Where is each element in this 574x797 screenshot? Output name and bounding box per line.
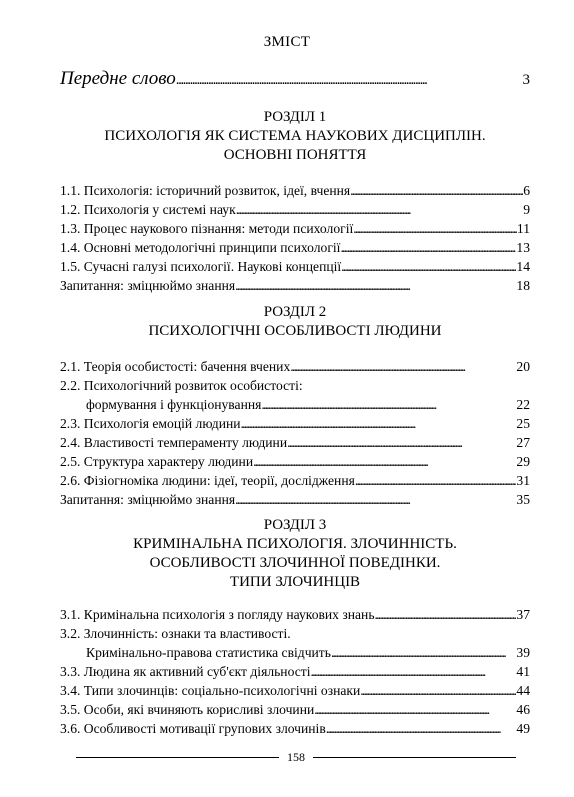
section-label: РОЗДІЛ 2 bbox=[263, 304, 327, 320]
leader-dots bbox=[310, 662, 516, 681]
entry-text: 2.1. Теорія особистості: бачення вчених bbox=[60, 359, 291, 374]
section-1-entries bbox=[60, 181, 530, 295]
toc-entry[interactable] bbox=[60, 433, 530, 452]
entry-text: 2.6. Фізіогноміка людини: ідеї, теорії, дослідження bbox=[60, 473, 355, 488]
entry-page: 11 bbox=[516, 221, 530, 236]
toc-entry[interactable] bbox=[60, 700, 530, 719]
entry-text: 2.2. Психологічний розвиток особистості: bbox=[60, 378, 303, 393]
leader-dots bbox=[235, 490, 516, 509]
toc-entry[interactable] bbox=[60, 452, 530, 471]
entry-text: 3.4. Типи злочинців: соціально-психологічні ознаки bbox=[60, 683, 361, 698]
section-title-line: ТИПИ ЗЛОЧИНЦІВ bbox=[229, 574, 361, 590]
entry-text: 2.3. Психологія емоцій людини bbox=[60, 416, 241, 431]
entry-text: 2.4. Властивості темпераменту людини bbox=[60, 435, 288, 450]
entry-page: 37 bbox=[516, 607, 530, 622]
entry-text: 2.5. Структура характеру людини bbox=[60, 454, 254, 469]
preface-label: Передне слово bbox=[60, 68, 176, 89]
entry-page: 13 bbox=[516, 240, 530, 255]
entry-page: 25 bbox=[516, 416, 530, 431]
toc-entry[interactable] bbox=[60, 719, 530, 738]
leader-dots bbox=[350, 181, 523, 200]
toc-entry[interactable] bbox=[60, 376, 530, 414]
entry-text-continued: формування і функціонування bbox=[86, 397, 262, 412]
section-title-line: ПСИХОЛОГІЧНІ ОСОБЛИВОСТІ ЛЮДИНИ bbox=[148, 323, 442, 339]
leader-dots bbox=[253, 452, 516, 471]
entry-page: 35 bbox=[516, 492, 530, 507]
section-3-entries bbox=[60, 605, 530, 738]
toc-entry[interactable] bbox=[60, 357, 530, 376]
leader-dots bbox=[261, 395, 516, 414]
toc-entry[interactable] bbox=[60, 219, 530, 238]
entry-page: 49 bbox=[516, 721, 530, 736]
entry-page: 41 bbox=[516, 664, 530, 679]
toc-entry[interactable] bbox=[60, 662, 530, 681]
entry-page: 9 bbox=[523, 202, 530, 217]
section-title-line: ОСОБЛИВОСТІ ЗЛОЧИННОЇ ПОВЕДІНКИ. bbox=[149, 555, 441, 571]
entry-page: 18 bbox=[516, 278, 530, 293]
toc-entry[interactable] bbox=[60, 200, 530, 219]
toc-entry[interactable] bbox=[60, 238, 530, 257]
leader-dots bbox=[326, 719, 517, 738]
toc-entry[interactable] bbox=[60, 681, 530, 700]
entry-page: 46 bbox=[516, 702, 530, 717]
entry-page: 22 bbox=[516, 397, 530, 412]
section-title-line: ОСНОВНІ ПОНЯТТЯ bbox=[223, 147, 367, 163]
entry-page: 6 bbox=[523, 183, 530, 198]
leader-dots bbox=[176, 72, 523, 89]
leader-dots bbox=[375, 605, 517, 624]
leader-dots bbox=[341, 257, 516, 276]
section-1-heading bbox=[60, 108, 530, 165]
section-label: РОЗДІЛ 3 bbox=[263, 517, 327, 533]
entry-text: 1.5. Сучасні галузі психології. Наукові концепції bbox=[60, 259, 342, 274]
entry-page: 14 bbox=[516, 259, 530, 274]
entry-text: 1.3. Процес наукового пізнання: методи психології bbox=[60, 221, 354, 236]
toc-entry[interactable] bbox=[60, 490, 530, 509]
leader-dots bbox=[290, 357, 516, 376]
leader-dots bbox=[353, 219, 517, 238]
section-2-heading bbox=[60, 303, 530, 341]
toc-entry[interactable] bbox=[60, 276, 530, 295]
leader-dots bbox=[331, 643, 516, 662]
toc-entry[interactable] bbox=[60, 181, 530, 200]
toc-entry[interactable] bbox=[60, 471, 530, 490]
entry-text: 3.2. Злочинність: ознаки та властивості. bbox=[60, 626, 291, 641]
entry-text-continued: Кримінально-правова статистика свідчить bbox=[86, 645, 331, 660]
entry-text: 1.2. Психологія у системі наук bbox=[60, 202, 236, 217]
toc-entry[interactable] bbox=[60, 414, 530, 433]
entry-text: 3.6. Особливості мотивації групових злочинів bbox=[60, 721, 326, 736]
toc-entry[interactable] bbox=[60, 605, 530, 624]
entry-text: 3.3. Людина як активний суб'єкт діяльності bbox=[60, 664, 311, 679]
leader-dots bbox=[340, 238, 516, 257]
footer-rule-left bbox=[76, 757, 279, 758]
section-title-line: ПСИХОЛОГІЯ ЯК СИСТЕМА НАУКОВИХ ДИСЦИПЛІН. bbox=[104, 128, 486, 144]
entry-page: 39 bbox=[516, 645, 530, 660]
section-2-entries bbox=[60, 357, 530, 509]
entry-text: 1.1. Психологія: історичний розвиток, ідеї, вчення bbox=[60, 183, 351, 198]
section-label: РОЗДІЛ 1 bbox=[263, 109, 327, 125]
leader-dots bbox=[236, 200, 524, 219]
leader-dots bbox=[355, 471, 517, 490]
entry-text: Запитання: зміцнюймо знання bbox=[60, 278, 236, 293]
page-number: 158 bbox=[287, 750, 305, 764]
entry-text: Запитання: зміцнюймо знання bbox=[60, 492, 236, 507]
toc-title: ЗМІСТ bbox=[263, 34, 311, 50]
footer-rule-right bbox=[313, 757, 516, 758]
page-footer bbox=[76, 750, 516, 765]
entry-page: 44 bbox=[516, 683, 530, 698]
entry-page: 3 bbox=[522, 72, 530, 88]
leader-dots bbox=[360, 681, 516, 700]
leader-dots bbox=[314, 700, 516, 719]
leader-dots bbox=[241, 414, 517, 433]
entry-page: 31 bbox=[516, 473, 530, 488]
toc-entry[interactable] bbox=[60, 257, 530, 276]
entry-text: 3.5. Особи, які вчиняють корисливі злочини bbox=[60, 702, 315, 717]
entry-page: 27 bbox=[516, 435, 530, 450]
entry-page: 20 bbox=[516, 359, 530, 374]
toc-entry-preface[interactable] bbox=[60, 68, 530, 90]
entry-text: 3.1. Кримінальна психологія з погляду наукових знань bbox=[60, 607, 375, 622]
section-3-heading bbox=[60, 516, 530, 592]
section-title-line: КРИМІНАЛЬНА ПСИХОЛОГІЯ. ЗЛОЧИННІСТЬ. bbox=[133, 536, 457, 552]
entry-text: 1.4. Основні методологічні принципи психології bbox=[60, 240, 341, 255]
leader-dots bbox=[287, 433, 516, 452]
entry-page: 29 bbox=[516, 454, 530, 469]
leader-dots bbox=[235, 276, 516, 295]
toc-entry[interactable] bbox=[60, 624, 530, 662]
